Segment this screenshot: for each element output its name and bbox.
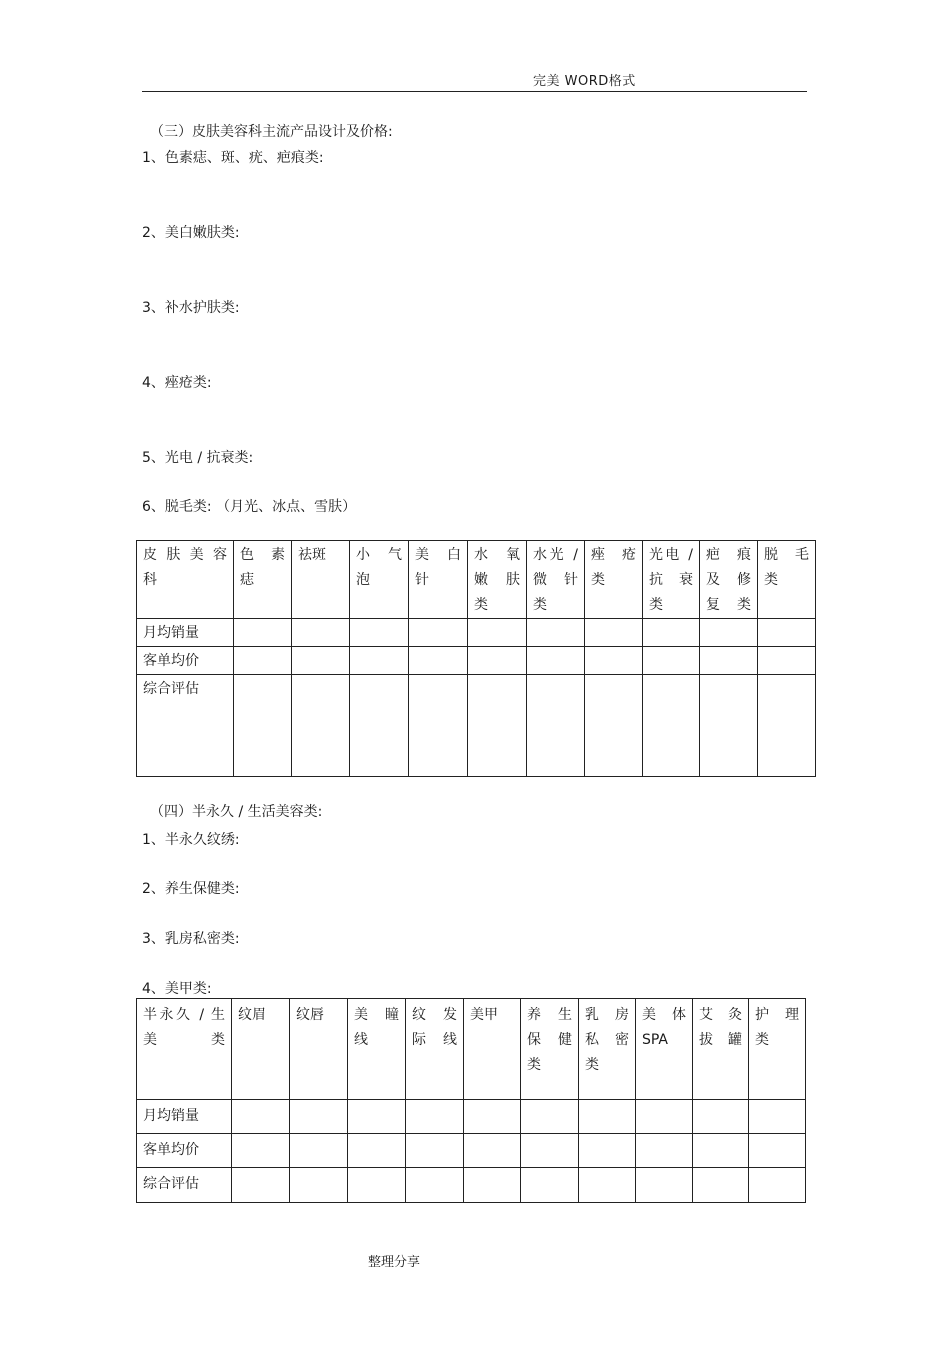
table-cell[interactable] — [758, 647, 816, 675]
table-cell[interactable] — [579, 1134, 636, 1168]
table-header-cell: 纹 发 际线 — [406, 999, 464, 1100]
table-row — [137, 1100, 806, 1134]
section3-item-2: 2、美白嫩肤类: — [142, 225, 240, 241]
table-row — [137, 647, 816, 675]
section3-item-5: 5、光电 / 抗衰类: — [142, 450, 254, 466]
table-cell[interactable] — [527, 619, 585, 647]
table-cell[interactable] — [292, 647, 350, 675]
table-cell[interactable] — [700, 647, 758, 675]
table-cell[interactable] — [406, 1168, 464, 1203]
table-cell[interactable] — [406, 1100, 464, 1134]
section3-item-6: 6、脱毛类: （月光、冰点、雪肤） — [142, 499, 357, 515]
table-cell[interactable] — [643, 675, 700, 777]
section4-heading: （四）半永久 / 生活美容类: — [150, 804, 323, 820]
table-cell[interactable] — [749, 1168, 806, 1203]
table-cell[interactable] — [290, 1168, 348, 1203]
table-cell[interactable] — [636, 1134, 693, 1168]
table-cell[interactable] — [234, 619, 292, 647]
table-cell[interactable] — [409, 675, 468, 777]
table-cell[interactable] — [348, 1168, 406, 1203]
section3-heading: （三）皮肤美容科主流产品设计及价格: — [150, 124, 393, 140]
page-footer: 整理分享 — [368, 1255, 421, 1270]
section3-item-4: 4、痤疮类: — [142, 375, 212, 391]
semi-permanent-products-table — [136, 998, 806, 1203]
table-cell[interactable] — [749, 1100, 806, 1134]
table-cell[interactable] — [406, 1134, 464, 1168]
row-label-avg-price: 客单均价 — [137, 647, 234, 675]
row-label-monthly-sales: 月均销量 — [137, 1100, 232, 1134]
table-cell[interactable] — [527, 675, 585, 777]
row-label-monthly-sales: 月均销量 — [137, 619, 234, 647]
table-cell[interactable] — [350, 675, 409, 777]
section4-item-4: 4、美甲类: — [142, 981, 212, 997]
table-cell[interactable] — [700, 619, 758, 647]
table-cell[interactable] — [409, 619, 468, 647]
table-header-cell: 水 氧 嫩 肤 类 — [468, 541, 527, 619]
table-cell[interactable] — [521, 1134, 579, 1168]
table-cell[interactable] — [290, 1134, 348, 1168]
table-cell[interactable] — [693, 1134, 749, 1168]
table-cell[interactable] — [585, 675, 643, 777]
table-header-cell: 美 瞳 线 — [348, 999, 406, 1100]
table-cell[interactable] — [521, 1100, 579, 1134]
table-cell[interactable] — [700, 675, 758, 777]
header-rule — [142, 91, 807, 92]
row-label-avg-price: 客单均价 — [137, 1134, 232, 1168]
table-cell[interactable] — [749, 1134, 806, 1168]
table-cell[interactable] — [234, 675, 292, 777]
table-cell[interactable] — [758, 619, 816, 647]
table-header-row — [137, 999, 806, 1100]
table-cell[interactable] — [579, 1168, 636, 1203]
table-cell[interactable] — [527, 647, 585, 675]
table-cell[interactable] — [350, 647, 409, 675]
table-header-row — [137, 541, 816, 619]
table-cell[interactable] — [292, 619, 350, 647]
table-cell[interactable] — [468, 619, 527, 647]
table-cell[interactable] — [464, 1168, 521, 1203]
table-cell[interactable] — [521, 1168, 579, 1203]
table-cell[interactable] — [643, 647, 700, 675]
table-cell[interactable] — [585, 619, 643, 647]
row-label-overall-eval: 综合评估 — [137, 675, 234, 777]
table-header-cell: 纹眉 — [232, 999, 290, 1100]
table-header-cell: 祛斑 — [292, 541, 350, 619]
table-cell[interactable] — [464, 1100, 521, 1134]
table-header-cell: 脱 毛 类 — [758, 541, 816, 619]
section3-item-3: 3、补水护肤类: — [142, 300, 240, 316]
table-cell[interactable] — [579, 1100, 636, 1134]
table-header-cell: 美甲 — [464, 999, 521, 1100]
page-header: 完美 WORD格式 — [533, 74, 636, 89]
table-header-cell: 小 气 泡 — [350, 541, 409, 619]
table-cell[interactable] — [348, 1100, 406, 1134]
table-cell[interactable] — [292, 675, 350, 777]
table-header-cell: 皮 肤 美 容 科 — [137, 541, 234, 619]
table-header-cell: 水光 / 微 针 类 — [527, 541, 585, 619]
table-cell[interactable] — [643, 619, 700, 647]
table-cell[interactable] — [468, 647, 527, 675]
table-header-cell: 护 理 类 — [749, 999, 806, 1100]
row-label-overall-eval: 综合评估 — [137, 1168, 232, 1203]
table-cell[interactable] — [636, 1100, 693, 1134]
table-header-cell: 养 生 保 健 类 — [521, 999, 579, 1100]
table-header-cell: 美 白 针 — [409, 541, 468, 619]
table-cell[interactable] — [409, 647, 468, 675]
table-header-cell: 半永久 / 生 美类 — [137, 999, 232, 1100]
table-cell[interactable] — [348, 1134, 406, 1168]
table-header-cell: 疤 痕 及 修 复类 — [700, 541, 758, 619]
table-header-cell: 艾 灸 拔罐 — [693, 999, 749, 1100]
table-cell[interactable] — [693, 1100, 749, 1134]
table-header-cell: 美 体 SPA — [636, 999, 693, 1100]
table-cell[interactable] — [232, 1134, 290, 1168]
table-row — [137, 675, 816, 777]
section4-item-1: 1、半永久纹绣: — [142, 832, 240, 848]
table-header-cell: 色 素 痣 — [234, 541, 292, 619]
skin-products-table — [136, 540, 816, 777]
table-header-cell: 痤 疮 类 — [585, 541, 643, 619]
table-cell[interactable] — [232, 1100, 290, 1134]
table-cell[interactable] — [636, 1168, 693, 1203]
section4-item-3: 3、乳房私密类: — [142, 931, 240, 947]
table-header-cell: 乳 房 私 密 类 — [579, 999, 636, 1100]
section3-item-1: 1、色素痣、斑、疣、疤痕类: — [142, 150, 324, 166]
table-header-cell: 纹唇 — [290, 999, 348, 1100]
table-cell[interactable] — [758, 675, 816, 777]
table-cell[interactable] — [232, 1168, 290, 1203]
table-cell[interactable] — [290, 1100, 348, 1134]
table-cell[interactable] — [234, 647, 292, 675]
table-cell[interactable] — [468, 675, 527, 777]
section4-item-2: 2、养生保健类: — [142, 881, 240, 897]
table-cell[interactable] — [585, 647, 643, 675]
table-row — [137, 1134, 806, 1168]
table-row — [137, 619, 816, 647]
table-cell[interactable] — [350, 619, 409, 647]
table-row — [137, 1168, 806, 1203]
table-header-cell: 光电 / 抗 衰 类 — [643, 541, 700, 619]
table-cell[interactable] — [464, 1134, 521, 1168]
table-cell[interactable] — [693, 1168, 749, 1203]
